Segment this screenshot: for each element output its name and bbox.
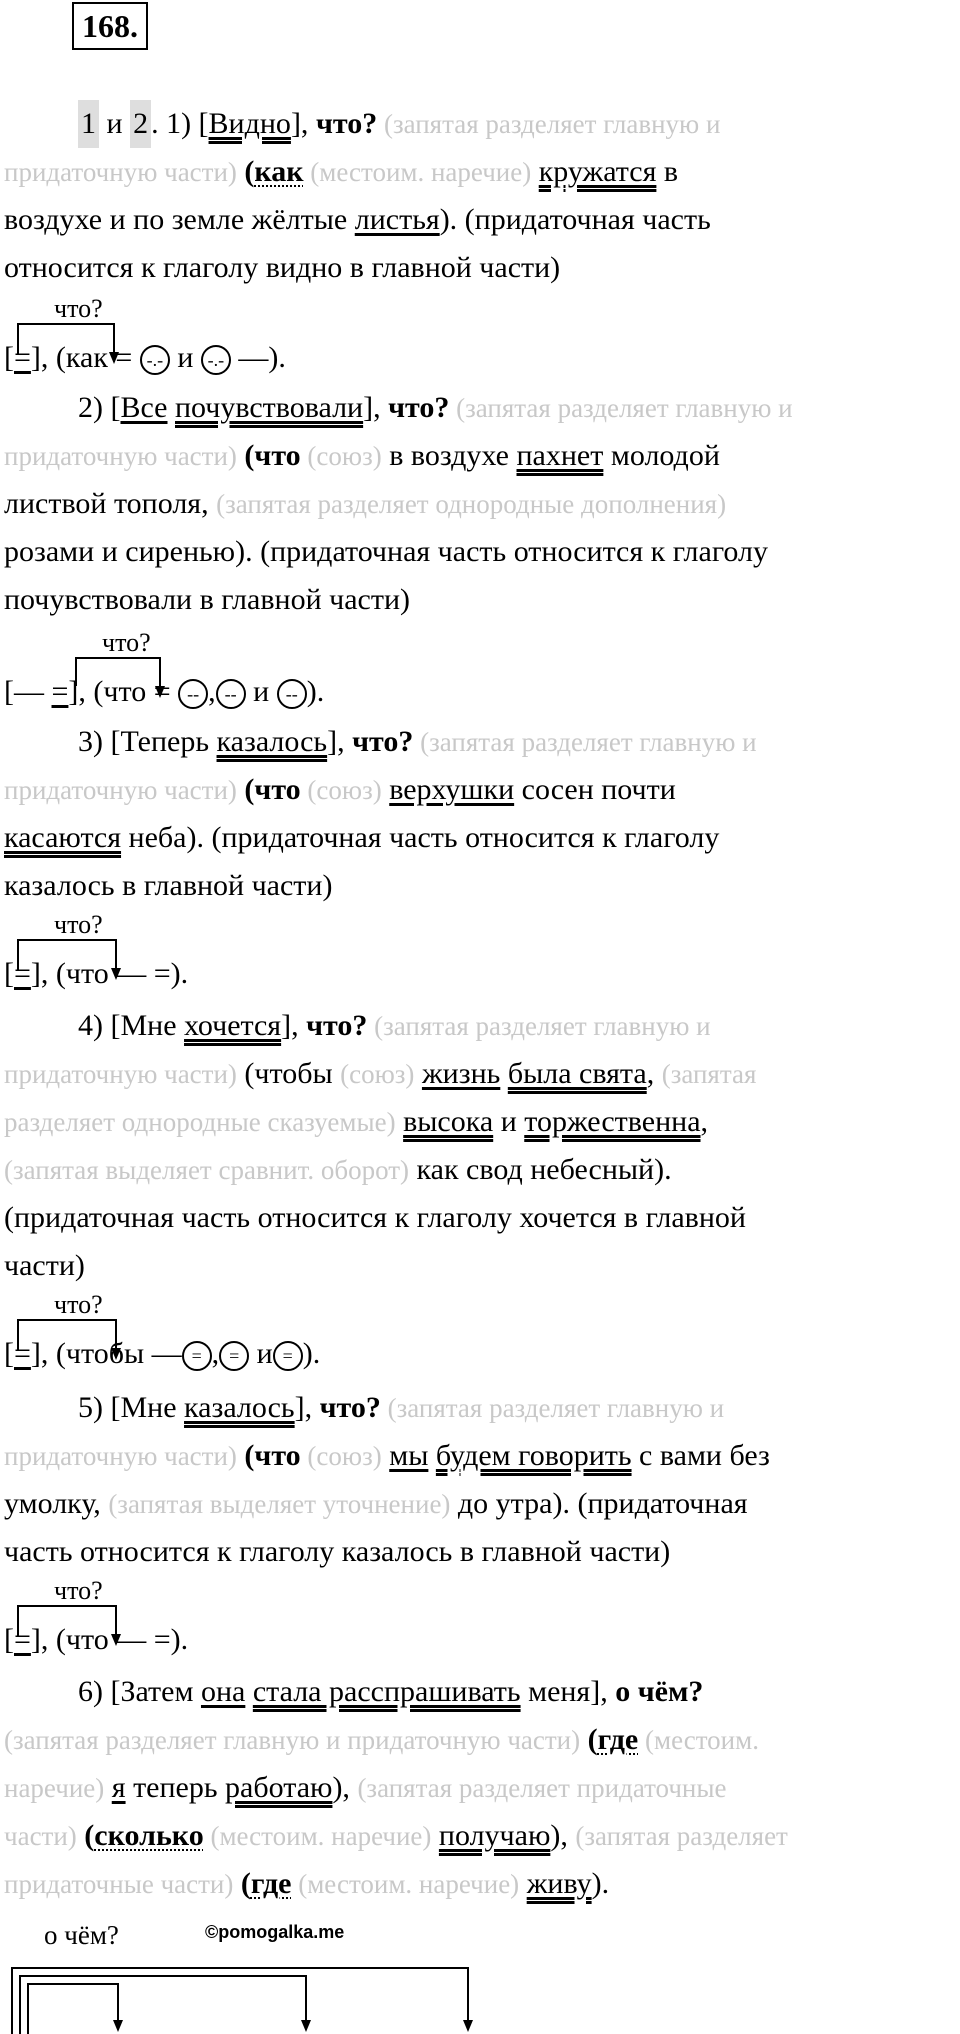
p2-line1: 2) [Все почувствовали], что? (запятая разделяет главную и: [78, 391, 793, 424]
scheme-5: что? [=], (что — =).: [4, 1576, 604, 1666]
p3-line3: касаются неба). (придаточная часть относится к глаголу: [4, 821, 720, 854]
p2-line3: листвой тополя, (запятая разделяет однородные дополнения): [4, 487, 727, 520]
scheme-circle: =: [182, 1341, 212, 1371]
scheme-4: что? [=], (чтобы — = , = и = ).: [4, 1290, 604, 1380]
p1-line4: относится к глаголу видно в главной части): [4, 251, 561, 284]
scheme-circle: =: [273, 1341, 303, 1371]
p1-line3: воздухе и по земле жёлтые листья). (придаточная часть: [4, 203, 711, 236]
scheme-circle: -.-: [140, 345, 170, 375]
p4-line4: (запятая выделяет сравнит. оборот) как свод небесный).: [4, 1153, 672, 1186]
p5-line4: часть относится к глаголу казалось в главной части): [4, 1535, 671, 1568]
scheme-question: что?: [102, 628, 151, 657]
scheme-circle: -.-: [201, 345, 231, 375]
p4-line5: (придаточная часть относится к глаголу хочется в главной: [4, 1201, 746, 1234]
scheme-question: что?: [54, 910, 103, 939]
p3-line4: казалось в главной части): [4, 869, 333, 902]
scheme-question: что?: [54, 294, 103, 323]
p2-line4: розами и сиренью). (придаточная часть относится к глаголу: [4, 535, 768, 568]
scheme-circle: --: [216, 679, 246, 709]
scheme-circle: --: [178, 679, 208, 709]
p4-line1: 4) [Мне хочется], что? (запятая разделяет главную и: [78, 1009, 711, 1042]
p6-line3: наречие) я теперь работаю), (запятая разделяет придаточные: [4, 1771, 727, 1804]
p1-line2: придаточную части) (как (местоим. наречие) кружатся в: [4, 155, 679, 188]
p2-line2: придаточную части) (что (союз) в воздухе пахнет молодой: [4, 439, 720, 472]
p5-line3: умолку, (запятая выделяет уточнение) до утра). (придаточная: [4, 1487, 748, 1520]
scheme-6-arrows: [0, 1960, 600, 2034]
scheme-question: что?: [54, 1576, 103, 1605]
p5-line1: 5) [Мне казалось], что? (запятая разделяет главную и: [78, 1391, 725, 1424]
p4-line6: части): [4, 1249, 85, 1282]
p3-line2: придаточную части) (что (союз) верхушки сосен почти: [4, 773, 676, 806]
p6-line4: части) (сколько (местоим. наречие) получаю), (запятая разделяет: [4, 1819, 788, 1852]
p2-line5: почувствовали в главной части): [4, 583, 410, 616]
scheme-6-question: о чём?: [44, 1920, 119, 1950]
p6-line5: придаточные части) (где (местоим. наречие) живу).: [4, 1867, 610, 1900]
scheme-circle: --: [277, 679, 307, 709]
p1-line1: 1 и 2 . 1) [Видно], что? (запятая разделяет главную и: [78, 100, 960, 148]
scheme-2: что? [— =], (что = -- , -- и -- ).: [4, 628, 604, 718]
scheme-3: что? [=], (что — =).: [4, 910, 604, 1000]
exercise-number: 168.: [72, 2, 148, 50]
scheme-question: что?: [54, 1290, 103, 1319]
p6-line2: (запятая разделяет главную и придаточную части) (где (местоим.: [4, 1723, 759, 1756]
p3-line1: 3) [Теперь казалось], что? (запятая разделяет главную и: [78, 725, 757, 758]
p6-line1: 6) [Затем она стала расспрашивать меня], о чём?: [78, 1675, 704, 1708]
watermark: ©pomogalka.me: [205, 1922, 345, 1942]
p4-line2: придаточную части) (чтобы (союз) жизнь была свята, (запятая: [4, 1057, 757, 1090]
p4-line3: разделяет однородные сказуемые) высока и торжественна,: [4, 1105, 709, 1138]
scheme-1: что? [=], (как = -.- и -.- —).: [4, 294, 604, 384]
scheme-circle: =: [219, 1341, 249, 1371]
p5-line2: придаточную части) (что (союз) мы будем говорить с вами без: [4, 1439, 770, 1472]
